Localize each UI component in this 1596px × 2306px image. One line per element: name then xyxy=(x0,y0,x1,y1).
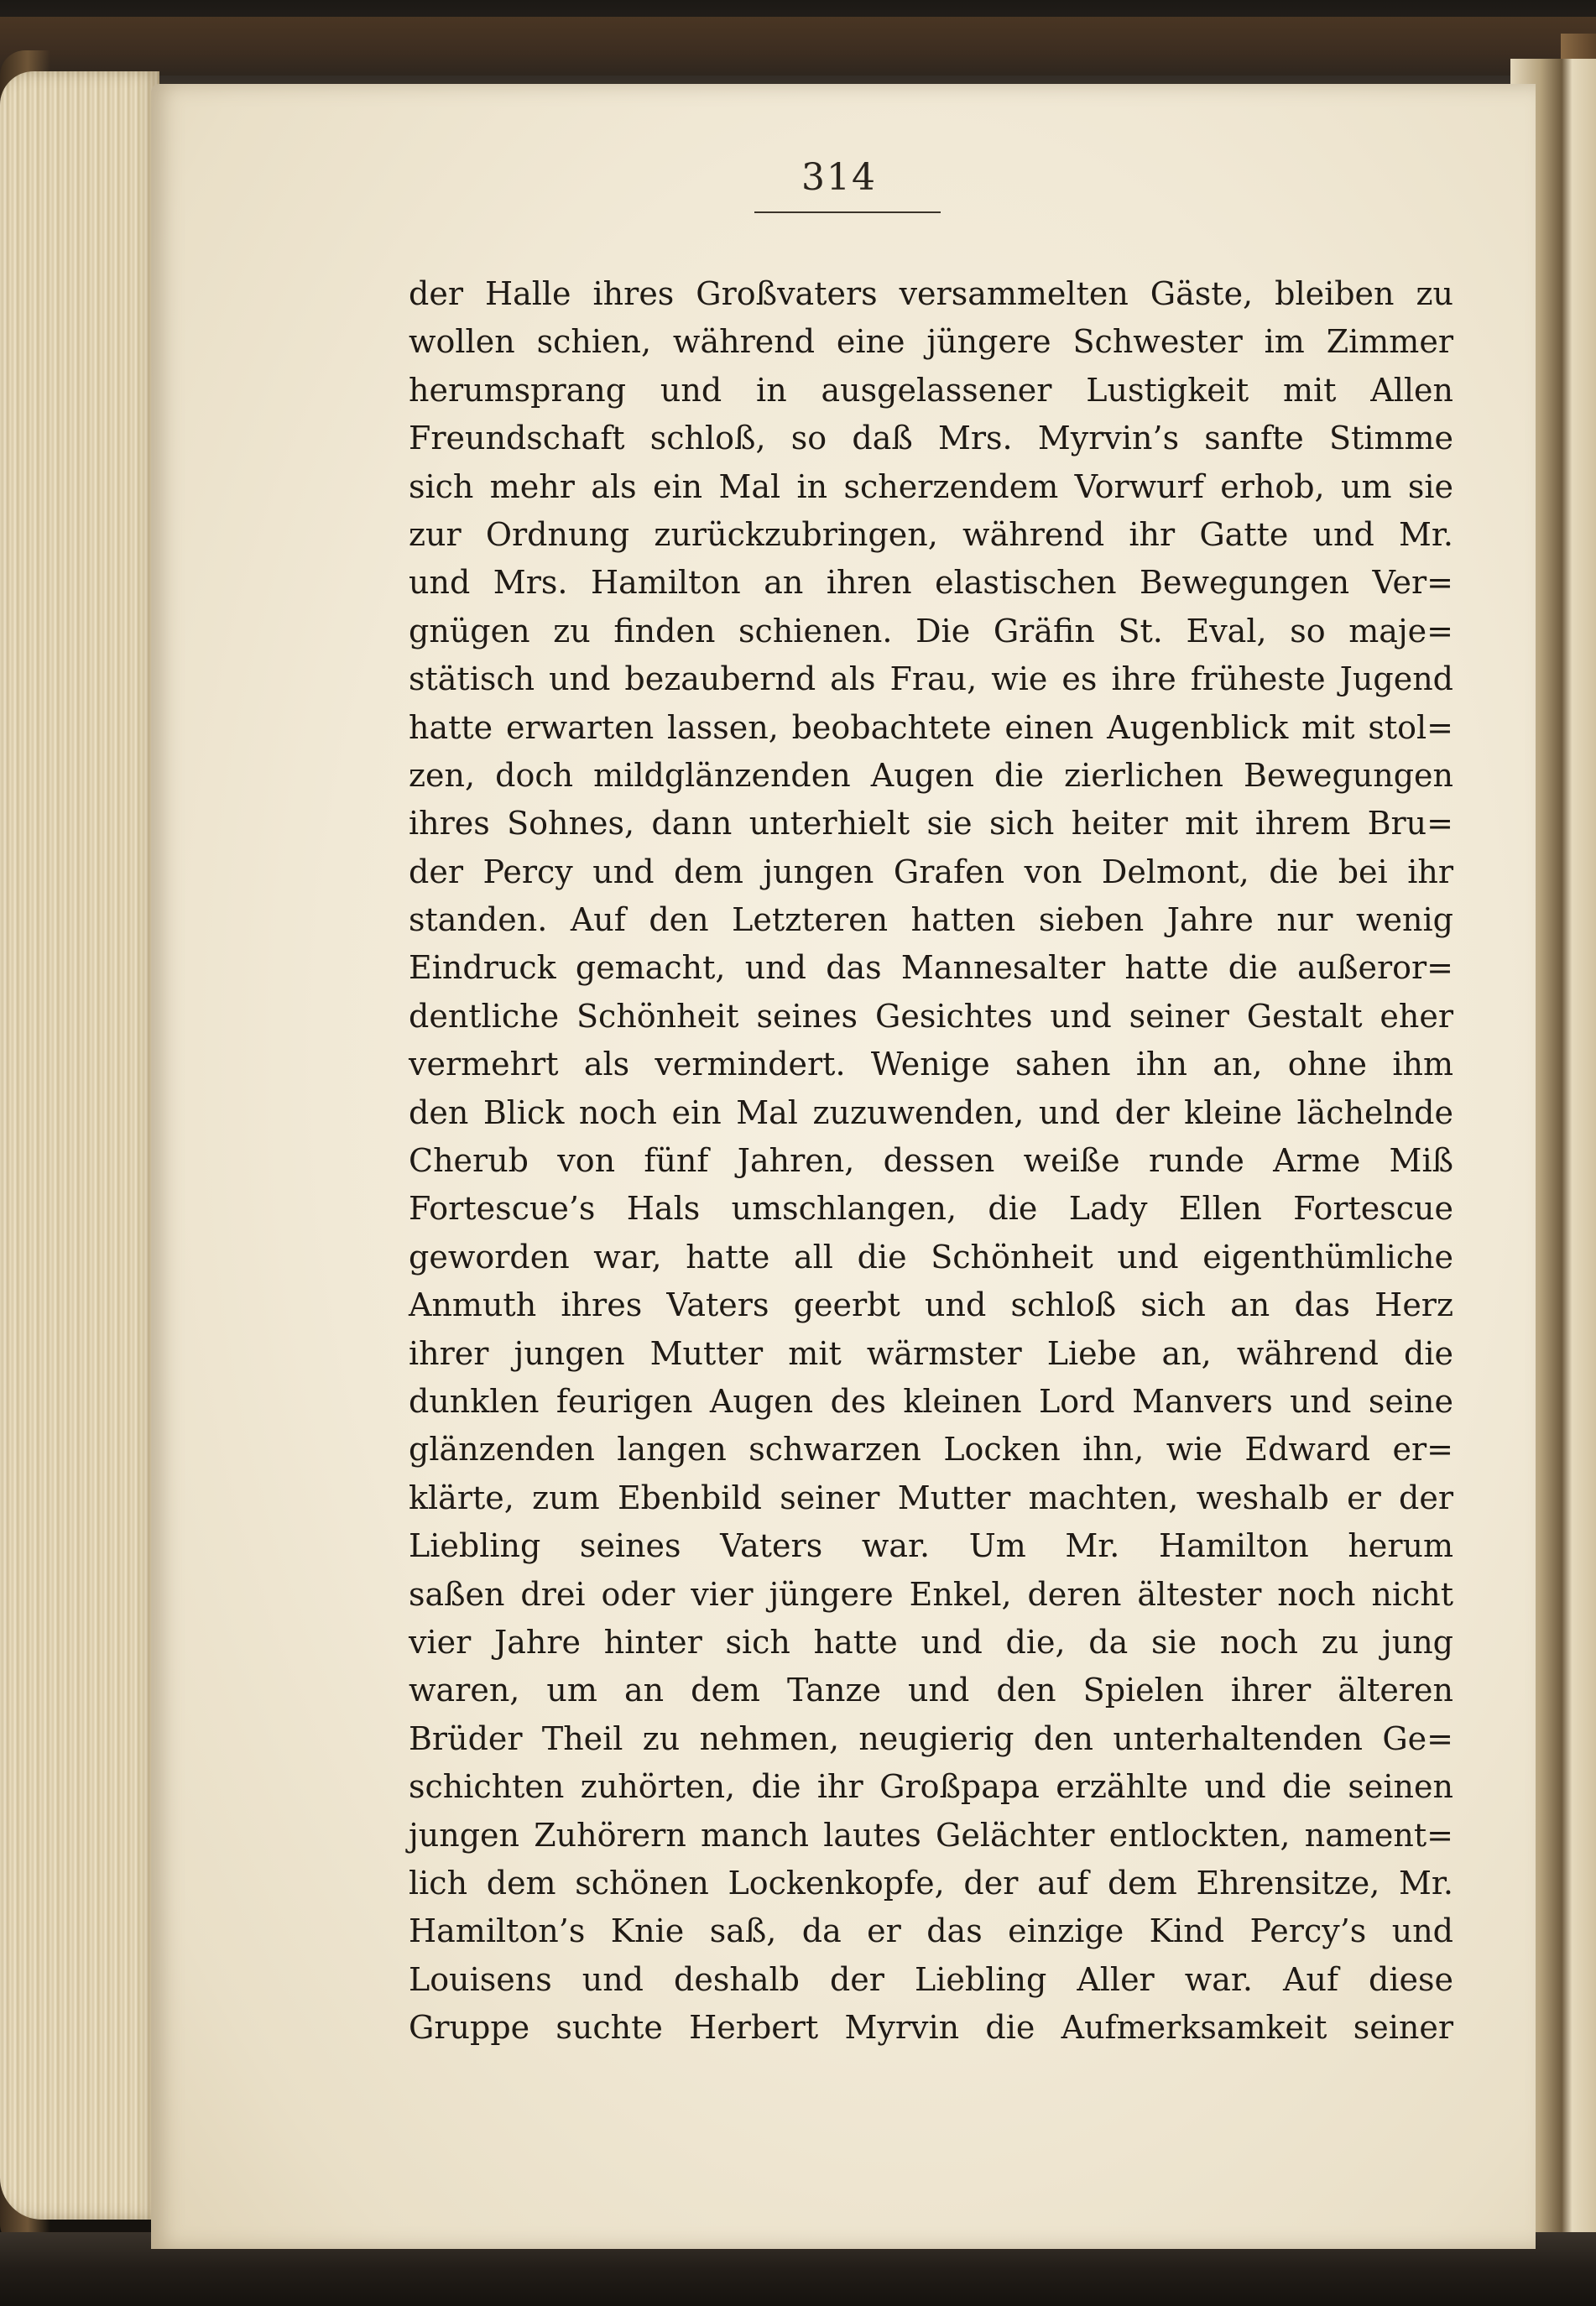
text-line: der Halle ihres Großvaters versammelten Gäste, bleiben zu xyxy=(409,275,1453,312)
text-line: zen, doch mildglänzenden Augen die zierlichen Bewegungen xyxy=(409,756,1453,794)
text-line: Liebling seines Vaters war. Um Mr. Hamilton herum xyxy=(409,1527,1453,1565)
text-line: wollen schien, während eine jüngere Schwester im Zimmer xyxy=(409,323,1453,361)
text-line: standen. Auf den Letzteren hatten sieben Jahre nur wenig xyxy=(409,901,1453,939)
text-line: gnügen zu finden schienen. Die Gräfin St. Eval, so maje= xyxy=(409,612,1453,650)
page-number: 314 xyxy=(801,156,877,199)
text-line: vermehrt als vermindert. Wenige sahen ihn an, ohne ihm xyxy=(409,1046,1453,1083)
text-line: vier Jahre hinter sich hatte und die, da sie noch zu jung xyxy=(409,1623,1453,1661)
text-line: stätisch und bezaubernd als Frau, wie es ihre früheste Jugend xyxy=(409,660,1453,698)
text-line: Freundschaft schloß, so daß Mrs. Myrvin’s sanfte Stimme xyxy=(409,420,1453,457)
text-line: schichten zuhörten, die ihr Großpapa erzählte und die seinen xyxy=(409,1768,1453,1806)
page-text-body xyxy=(409,270,1453,2052)
book-cover-edge xyxy=(0,17,1596,76)
page-block-edges xyxy=(0,71,159,2220)
text-line: glänzenden langen schwarzen Locken ihn, wie Edward er= xyxy=(409,1431,1453,1469)
page-number-rule xyxy=(754,211,941,213)
text-line: waren, um an dem Tanze und den Spielen ihrer älteren xyxy=(409,1672,1453,1709)
text-line: Eindruck gemacht, und das Mannesalter hatte die außeror= xyxy=(409,949,1453,987)
text-line: geworden war, hatte all die Schönheit und eigenthümliche xyxy=(409,1238,1453,1276)
text-line: saßen drei oder vier jüngere Enkel, deren ältester noch nicht xyxy=(409,1575,1453,1613)
text-line: dunklen feurigen Augen des kleinen Lord Manvers und seine xyxy=(409,1382,1453,1420)
text-line: den Blick noch ein Mal zuzuwenden, und der kleine lächelnde xyxy=(409,1093,1453,1131)
text-line: ihres Sohnes, dann unterhielt sie sich heiter mit ihrem Bru= xyxy=(409,805,1453,843)
text-line: Louisens und deshalb der Liebling Aller war. Auf diese xyxy=(409,1960,1453,1998)
text-line: Cherub von fünf Jahren, dessen weiße runde Arme Miß xyxy=(409,1142,1453,1180)
text-line: jungen Zuhörern manch lautes Gelächter entlockten, nament= xyxy=(409,1816,1453,1854)
text-line: herumsprang und in ausgelassener Lustigkeit mit Allen xyxy=(409,371,1453,409)
text-line: der Percy und dem jungen Grafen von Delmont, die bei ihr xyxy=(409,853,1453,890)
text-line: sich mehr als ein Mal in scherzendem Vorwurf erhob, um sie xyxy=(409,467,1453,505)
text-line: Gruppe suchte Herbert Myrvin die Aufmerksamkeit seiner xyxy=(409,2009,1453,2047)
text-line: dentliche Schönheit seines Gesichtes und seiner Gestalt eher xyxy=(409,997,1453,1035)
text-line: Fortescue’s Hals umschlangen, die Lady Ellen Fortescue xyxy=(409,1190,1453,1228)
text-line: ihrer jungen Mutter mit wärmster Liebe an, während die xyxy=(409,1334,1453,1372)
text-line: klärte, zum Ebenbild seiner Mutter machten, weshalb er der xyxy=(409,1479,1453,1516)
text-line: zur Ordnung zurückzubringen, während ihr Gatte und Mr. xyxy=(409,515,1453,553)
text-line: lich dem schönen Lockenkopfe, der auf dem Ehrensitze, Mr. xyxy=(409,1864,1453,1902)
text-line: Anmuth ihres Vaters geerbt und schloß sich an das Herz xyxy=(409,1286,1453,1324)
text-line: hatte erwarten lassen, beobachtete einen Augenblick mit stol= xyxy=(409,708,1453,746)
text-line: und Mrs. Hamilton an ihren elastischen Bewegungen Ver= xyxy=(409,564,1453,602)
text-line: Brüder Theil zu nehmen, neugierig den unterhaltenden Ge= xyxy=(409,1719,1453,1757)
text-line: Hamilton’s Knie saß, da er das einzige Kind Percy’s und xyxy=(409,1912,1453,1950)
